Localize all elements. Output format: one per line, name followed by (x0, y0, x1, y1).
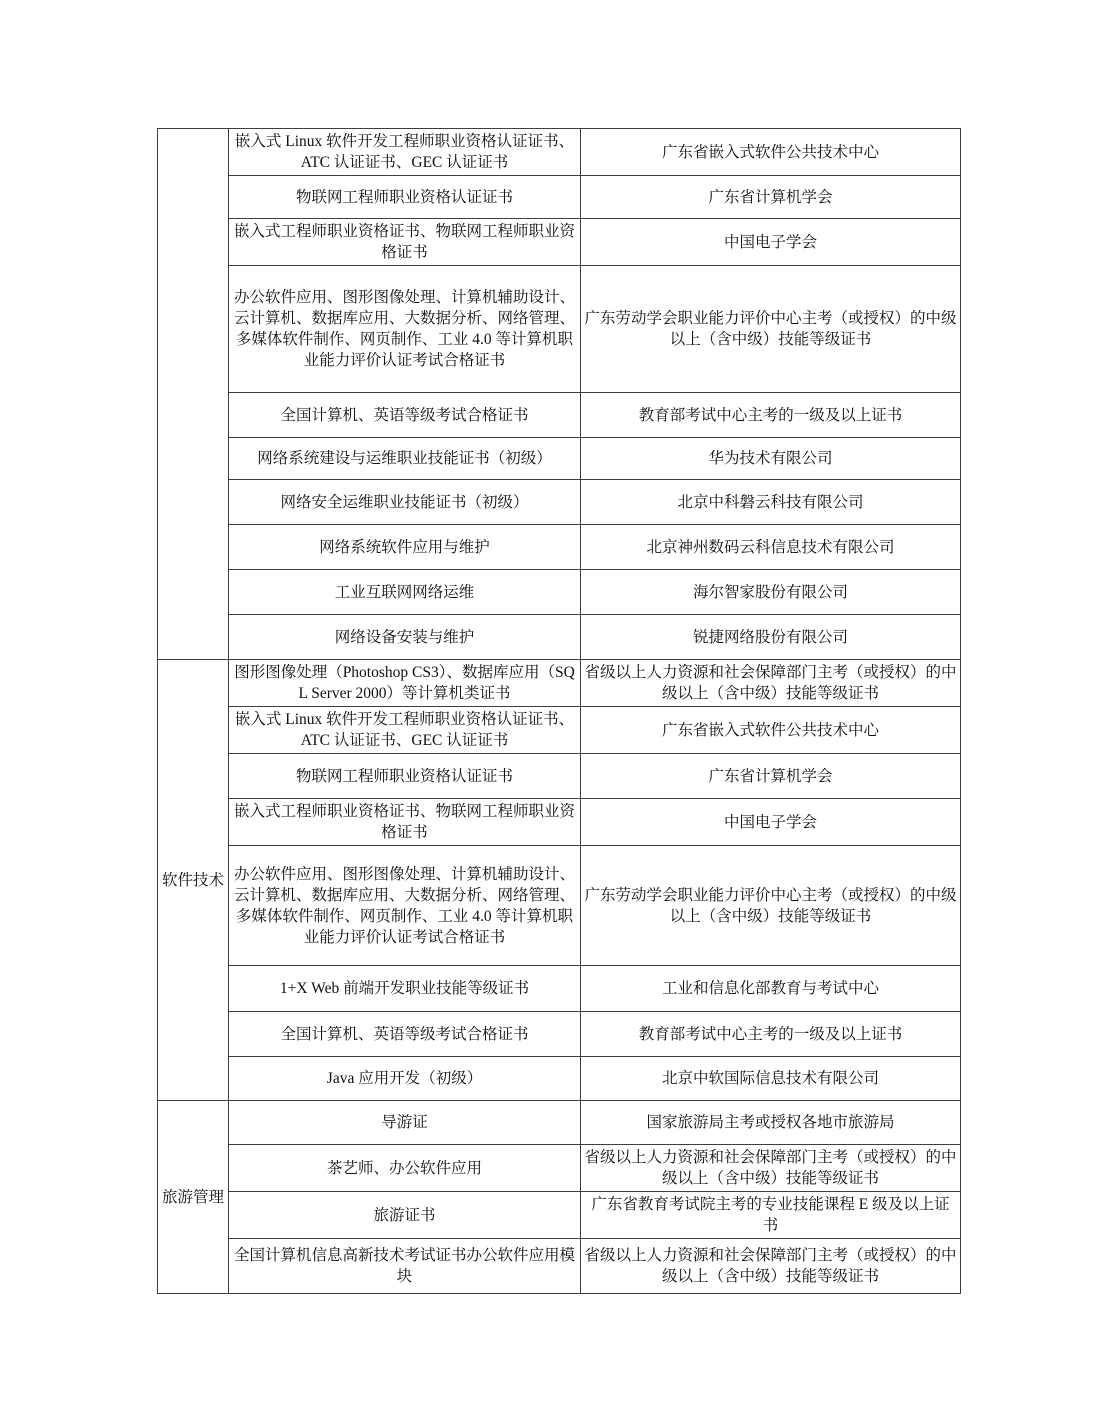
certificate-cell: 1+X Web 前端开发职业技能等级证书 (229, 966, 581, 1012)
certificate-cell: 工业互联网网络运维 (229, 570, 581, 615)
certificate-cell: 茶艺师、办公软件应用 (229, 1145, 581, 1192)
authority-cell: 广东劳动学会职业能力评价中心主考（或授权）的中级以上（含中级）技能等级证书 (581, 846, 961, 966)
certificate-cell: Java 应用开发（初级） (229, 1057, 581, 1101)
table-row (158, 846, 961, 966)
table-row (158, 799, 961, 846)
table-row (158, 525, 961, 570)
certificates-table-el (157, 128, 961, 1294)
authority-cell: 北京神州数码云科信息技术有限公司 (581, 525, 961, 570)
certificate-cell: 全国计算机、英语等级考试合格证书 (229, 1012, 581, 1057)
table-row (158, 266, 961, 393)
table-row (158, 1145, 961, 1192)
table-row (158, 707, 961, 754)
authority-cell: 省级以上人力资源和社会保障部门主考（或授权）的中级以上（含中级）技能等级证书 (581, 1239, 961, 1294)
certificate-cell: 办公软件应用、图形图像处理、计算机辅助设计、云计算机、数据库应用、大数据分析、网络管理、多媒体软件制作、网页制作、工业 4.0 等计算机职业能力评价认证考试合格证书 (229, 266, 581, 393)
authority-cell: 广东劳动学会职业能力评价中心主考（或授权）的中级以上（含中级）技能等级证书 (581, 266, 961, 393)
authority-cell: 广东省嵌入式软件公共技术中心 (581, 707, 961, 754)
authority-cell: 省级以上人力资源和社会保障部门主考（或授权）的中级以上（含中级）技能等级证书 (581, 660, 961, 707)
authority-cell: 广东省计算机学会 (581, 176, 961, 219)
table-row (158, 129, 961, 176)
category-cell (158, 129, 229, 660)
certificate-cell: 嵌入式工程师职业资格证书、物联网工程师职业资格证书 (229, 799, 581, 846)
table-row (158, 615, 961, 660)
certificate-cell: 图形图像处理（Photoshop CS3）、数据库应用（SQL Server 2000）等计算机类证书 (229, 660, 581, 707)
authority-cell: 教育部考试中心主考的一级及以上证书 (581, 1012, 961, 1057)
authority-cell: 中国电子学会 (581, 799, 961, 846)
certificate-cell: 网络设备安装与维护 (229, 615, 581, 660)
table-row (158, 660, 961, 707)
certificates-table-body (158, 129, 961, 1294)
certificate-cell: 嵌入式 Linux 软件开发工程师职业资格认证证书、ATC 认证证书、GEC 认证证书 (229, 707, 581, 754)
authority-cell: 省级以上人力资源和社会保障部门主考（或授权）的中级以上（含中级）技能等级证书 (581, 1145, 961, 1192)
authority-cell: 广东省嵌入式软件公共技术中心 (581, 129, 961, 176)
table-row (158, 1012, 961, 1057)
certificate-cell: 网络系统建设与运维职业技能证书（初级） (229, 438, 581, 480)
certificate-cell: 旅游证书 (229, 1192, 581, 1239)
certificate-cell: 网络安全运维职业技能证书（初级） (229, 480, 581, 525)
table-row (158, 1239, 961, 1294)
certificate-cell: 全国计算机信息高新技术考试证书办公软件应用模块 (229, 1239, 581, 1294)
certificate-cell: 嵌入式工程师职业资格证书、物联网工程师职业资格证书 (229, 219, 581, 266)
table-row (158, 966, 961, 1012)
authority-cell: 锐捷网络股份有限公司 (581, 615, 961, 660)
table-row (158, 480, 961, 525)
authority-cell: 国家旅游局主考或授权各地市旅游局 (581, 1101, 961, 1145)
table-row (158, 570, 961, 615)
authority-cell: 海尔智家股份有限公司 (581, 570, 961, 615)
certificate-cell: 物联网工程师职业资格认证证书 (229, 176, 581, 219)
certificate-cell: 嵌入式 Linux 软件开发工程师职业资格认证证书、ATC 认证证书、GEC 认证证书 (229, 129, 581, 176)
certificate-cell: 物联网工程师职业资格认证证书 (229, 754, 581, 799)
authority-cell: 广东省教育考试院主考的专业技能课程 E 级及以上证书 (581, 1192, 961, 1239)
table-row (158, 438, 961, 480)
certificate-cell: 导游证 (229, 1101, 581, 1145)
table-row (158, 754, 961, 799)
table-row (158, 1101, 961, 1145)
table-row (158, 1192, 961, 1239)
authority-cell: 北京中软国际信息技术有限公司 (581, 1057, 961, 1101)
table-row (158, 219, 961, 266)
authority-cell: 教育部考试中心主考的一级及以上证书 (581, 393, 961, 438)
authority-cell: 华为技术有限公司 (581, 438, 961, 480)
certificate-cell: 全国计算机、英语等级考试合格证书 (229, 393, 581, 438)
certificate-cell: 办公软件应用、图形图像处理、计算机辅助设计、云计算机、数据库应用、大数据分析、网络管理、多媒体软件制作、网页制作、工业 4.0 等计算机职业能力评价认证考试合格证书 (229, 846, 581, 966)
certificate-cell: 网络系统软件应用与维护 (229, 525, 581, 570)
authority-cell: 中国电子学会 (581, 219, 961, 266)
table-row (158, 1057, 961, 1101)
authority-cell: 工业和信息化部教育与考试中心 (581, 966, 961, 1012)
certificates-table (157, 128, 961, 1294)
table-row (158, 176, 961, 219)
category-cell: 软件技术 (158, 660, 229, 1101)
authority-cell: 北京中科磐云科技有限公司 (581, 480, 961, 525)
category-cell: 旅游管理 (158, 1101, 229, 1294)
table-row (158, 393, 961, 438)
authority-cell: 广东省计算机学会 (581, 754, 961, 799)
